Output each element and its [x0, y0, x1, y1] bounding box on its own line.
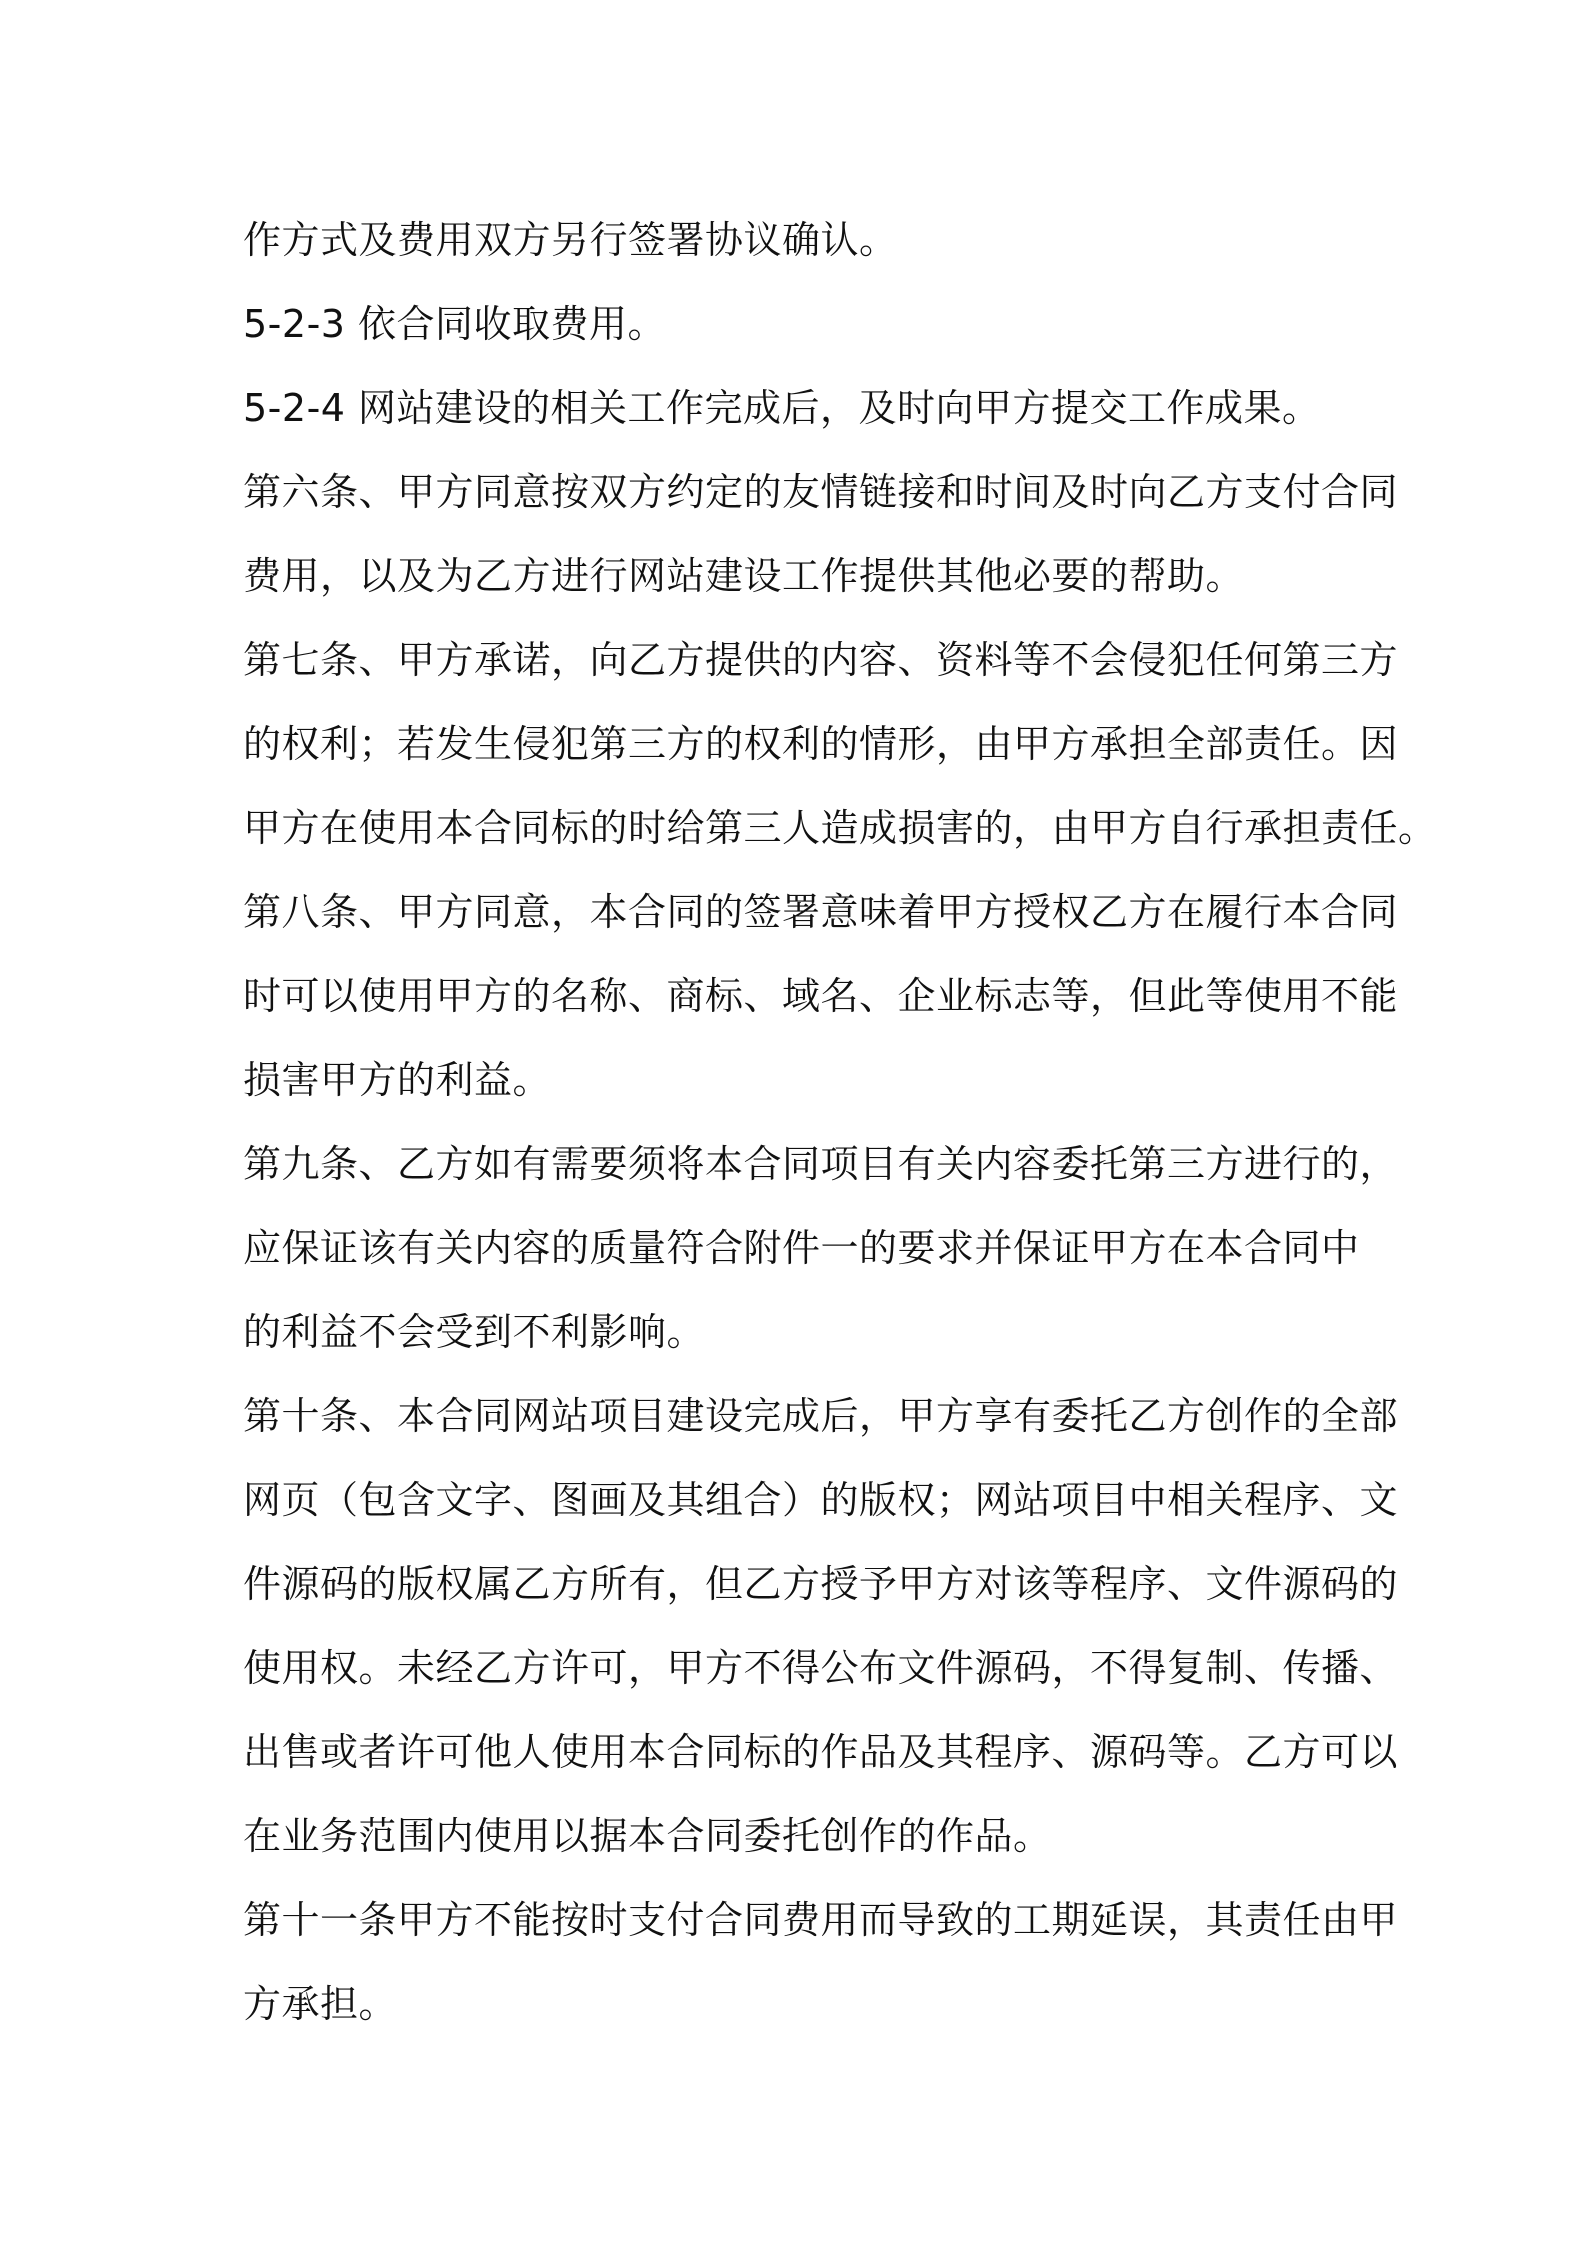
text-line: 5-2-3 依合同收取费用。: [243, 302, 667, 346]
text-line: 时可以使用甲方的名称、商标、域名、企业标志等，但此等使用不能: [243, 974, 1399, 1018]
text-line: 5-2-4 网站建设的相关工作完成后，及时向甲方提交工作成果。: [243, 386, 1321, 430]
document-body: [243, 198, 1437, 2046]
text-line: 的利益不会受到不利影响。: [243, 1310, 706, 1354]
text-line: 损害甲方的利益。: [243, 1058, 552, 1102]
text-line: 的权利；若发生侵犯第三方的权利的情形，由甲方承担全部责任。因: [243, 722, 1399, 766]
text-line: 网页（包含文字、图画及其组合）的版权；网站项目中相关程序、文: [243, 1478, 1399, 1522]
text-line: 第七条、甲方承诺，向乙方提供的内容、资料等不会侵犯任何第三方: [243, 638, 1399, 682]
text-line: 第九条、乙方如有需要须将本合同项目有关内容委托第三方进行的，: [243, 1142, 1399, 1186]
text-line: 第六条、甲方同意按双方约定的友情链接和时间及时向乙方支付合同: [243, 470, 1399, 514]
text-line: 件源码的版权属乙方所有，但乙方授予甲方对该等程序、文件源码的: [243, 1562, 1399, 1606]
text-line: 方承担。: [243, 1982, 398, 2026]
text-line: 出售或者许可他人使用本合同标的作品及其程序、源码等。乙方可以: [243, 1730, 1399, 1774]
text-line: 甲方在使用本合同标的时给第三人造成损害的，由甲方自行承担责任。: [243, 806, 1437, 850]
text-line: 作方式及费用双方另行签署协议确认。: [243, 218, 898, 262]
text-line: 费用，以及为乙方进行网站建设工作提供其他必要的帮助。: [243, 554, 1245, 598]
text-line: 第十条、本合同网站项目建设完成后，甲方享有委托乙方创作的全部: [243, 1394, 1399, 1438]
text-line: 第十一条甲方不能按时支付合同费用而导致的工期延误，其责任由甲: [243, 1898, 1399, 1942]
text-line: 使用权。未经乙方许可，甲方不得公布文件源码，不得复制、传播、: [243, 1646, 1399, 1690]
text-line: 第八条、甲方同意，本合同的签署意味着甲方授权乙方在履行本合同: [243, 890, 1399, 934]
text-line: 应保证该有关内容的质量符合附件一的要求并保证甲方在本合同中: [243, 1226, 1360, 1270]
text-line: 在业务范围内使用以据本合同委托创作的作品。: [243, 1814, 1052, 1858]
